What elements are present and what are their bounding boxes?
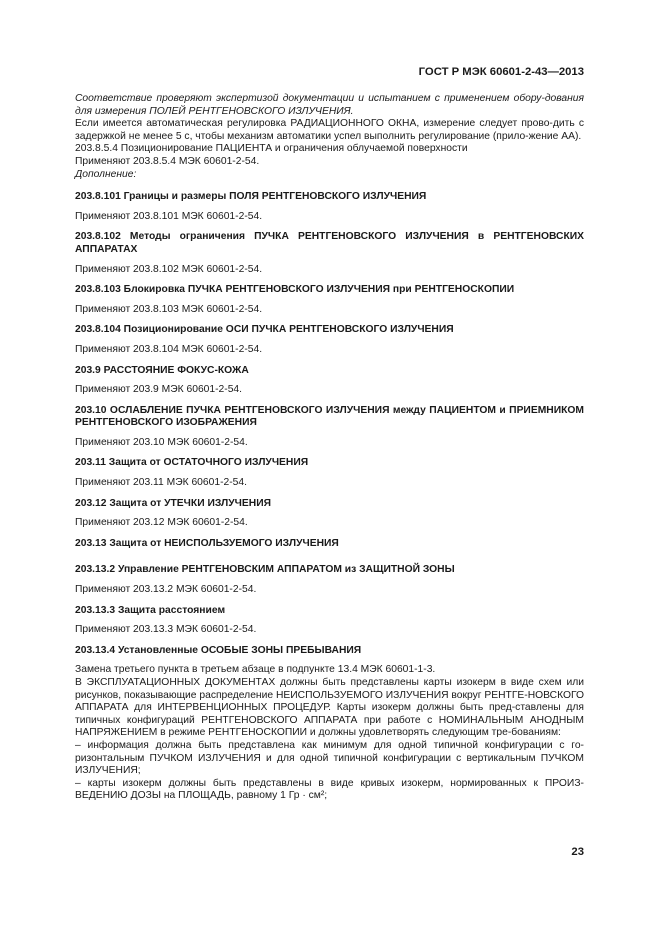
page-number: 23	[571, 846, 584, 858]
section-heading: 203.13.4 Установленные ОСОБЫЕ ЗОНЫ ПРЕБЫВАНИЯ	[75, 644, 362, 656]
section-heading: 203.8.101 Границы и размеры ПОЛЯ РЕНТГЕНОВСКОГО ИЗЛУЧЕНИЯ	[75, 191, 427, 203]
section-heading: 203.8.102 Методы ограничения ПУЧКА РЕНТГЕНОВСКОГО ИЗЛУЧЕНИЯ в РЕНТГЕНОВСКИХ АППАРАТАХ	[75, 231, 584, 255]
apply-line: Применяют 203.11 МЭК 60601-2-54.	[75, 477, 247, 489]
list-item: – информация должна быть представлена как минимум для одной типичной конфигурации с го-ризонтальным ПУЧКОМ ИЗЛУЧЕНИЯ и для одной типичной конфигурации с вертикальным ПУЧКОМ ИЗЛУЧЕНИЯ;	[75, 739, 584, 777]
apply-line: Применяют 203.8.104 МЭК 60601-2-54.	[75, 343, 263, 355]
subclause-heading: 203.8.5.4 Позиционирование ПАЦИЕНТА и ограничения облучаемой поверхности	[75, 143, 468, 155]
list-item: – карты изокерм должны быть представлены в виде кривых изокерм, нормированных к ПРОИЗ-ВЕДЕНИЮ ДОЗЫ на ПЛОЩАДЬ, равному 1 Гр · см²;	[75, 777, 584, 802]
replacement-note: Замена третьего пункта в третьем абзаце в подпункте 13.4 МЭК 60601-1-3.	[75, 664, 436, 676]
section-heading: 203.8.104 Позиционирование ОСИ ПУЧКА РЕНТГЕНОВСКОГО ИЗЛУЧЕНИЯ	[75, 324, 454, 336]
apply-line: Применяют 203.8.103 МЭК 60601-2-54.	[75, 303, 263, 315]
paragraph-text: Соответствие проверяют экспертизой документации и испытанием с применением обору-дования для измерения ПОЛЕЙ РЕНТГЕНОВСКОГО ИЗЛУЧЕНИЯ.	[75, 93, 584, 117]
apply-line: Применяют 203.13.2 МЭК 60601-2-54.	[75, 584, 257, 596]
section-heading: 203.13 Защита от НЕИСПОЛЬЗУЕМОГО ИЗЛУЧЕНИЯ	[75, 537, 339, 549]
paragraph-isokerm-maps: В ЭКСПЛУАТАЦИОННЫХ ДОКУМЕНТАХ должны быть представлены карты изокерм в виде схем или рисунков, показывающие распределение НЕИСПОЛЬЗУЕМОГО ИЗЛУЧЕНИЯ вокруг РЕНТГЕ-НОВСКОГО АППАРАТА для ИНТЕРВЕНЦИОННЫХ ПРОЦЕДУР. Карты изокерм должны быть пред-ставлены для типичных конфигураций РЕНТГЕНОВСКОГО АППАРАТА при работе с НОМИНАЛЬНЫМ АНОДНЫМ НАПРЯЖЕНИЕМ в режиме РЕНТГЕНОСКОПИИ и должны удовлетворять следующим тре-бованиям:	[75, 677, 585, 739]
section-heading: 203.9 РАССТОЯНИЕ ФОКУС-КОЖА	[75, 364, 249, 376]
paragraph-compliance	[75, 93, 584, 118]
section-heading: 203.8.103 Блокировка ПУЧКА РЕНТГЕНОВСКОГО ИЗЛУЧЕНИЯ при РЕНТГЕНОСКОПИИ	[75, 284, 515, 296]
apply-line: Применяют 203.9 МЭК 60601-2-54.	[75, 384, 243, 396]
document-header: ГОСТ Р МЭК 60601-2-43—2013	[418, 66, 584, 78]
section-heading: 203.13.3 Защита расстоянием	[75, 604, 226, 616]
paragraph-text: Если имеется автоматическая регулировка РАДИАЦИОННОГО ОКНА, измерение следует прово-дить с задержкой не менее 5 с, чтобы механизм автоматики успел выполнить регулирование (прило-жение АА).	[75, 118, 584, 142]
apply-line: Применяют 203.8.101 МЭК 60601-2-54.	[75, 210, 263, 222]
section-heading: 203.13.2 Управление РЕНТГЕНОВСКИМ АППАРАТОМ из ЗАЩИТНОЙ ЗОНЫ	[75, 564, 455, 576]
section-heading: 203.11 Защита от ОСТАТОЧНОГО ИЗЛУЧЕНИЯ	[75, 457, 309, 469]
document-body	[75, 93, 584, 803]
apply-line: Применяют 203.13.3 МЭК 60601-2-54.	[75, 624, 257, 636]
apply-line: Применяют 203.8.5.4 МЭК 60601-2-54.	[75, 155, 260, 167]
section-heading: 203.12 Защита от УТЕЧКИ ИЗЛУЧЕНИЯ	[75, 497, 272, 509]
apply-line: Применяют 203.10 МЭК 60601-2-54.	[75, 436, 248, 448]
apply-line: Применяют 203.8.102 МЭК 60601-2-54.	[75, 263, 263, 275]
section-heading: 203.10 ОСЛАБЛЕНИЕ ПУЧКА РЕНТГЕНОВСКОГО ИЗЛУЧЕНИЯ между ПАЦИЕНТОМ и ПРИЕМНИКОМ РЕНТГЕНОВСКОГО ИЗОБРАЖЕНИЯ	[75, 404, 584, 429]
paragraph-radiation-window	[75, 118, 584, 143]
addition-label: Дополнение:	[75, 168, 137, 180]
apply-line: Применяют 203.12 МЭК 60601-2-54.	[75, 517, 248, 529]
